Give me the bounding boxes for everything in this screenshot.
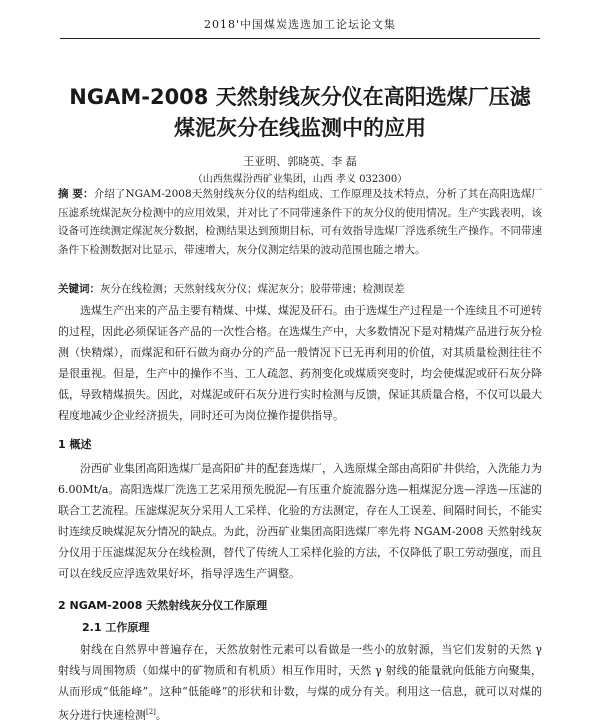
intro-paragraph: 选煤生产出来的产品主要有精煤、中煤、煤泥及矸石。由于选煤生产过程是一个连续且不可逆转的过程，因此必须保证各产品的一次性合格。在选煤生产中，大多数情况下是对精煤产品进行灰分检测（快精煤），而煤泥和矸石做为商办分的产品一般情况下已无再利用的价值，对其质量检测往往不是很重视。但是，生产中的操作不当、工人疏忽、药剂变化或煤质突变时，均会使煤泥或矸石灰分降低，导致精煤损失。因此，对煤泥或矸石灰分进行实时检测与反馈，保证其质量合格，不仅可以最大程度地减少企业经济损失，同时还可为岗位操作提供指导。 [58, 304, 542, 422]
title-line-1: NGAM-2008 天然射线灰分仪在高阳选煤厂压滤 [69, 85, 531, 109]
section-2-1-text: 射线在自然界中普遍存在，天然放射性元素可以看做是一些小的放射源，当它们发射的天然 γ 射线与周围物质（如煤中的矿物质和有机质）相互作用时，天然 γ 射线的能量就向低能方向聚集，从而形成“低能峰”。这种“低能峰”的形状和计数，与煤的成分有关。利用这一信息，就可以对煤的灰分进行快速检测 [58, 643, 542, 722]
authors: 王亚明、郭晓英、李 磊 [243, 155, 357, 168]
keywords-text: 灰分在线检测；天然射线灰分仪；煤泥灰分；胶带带速；检测误差 [100, 283, 405, 295]
paper-title [40, 82, 560, 144]
abstract-label: 摘 要： [58, 188, 94, 200]
abstract-text: 介绍了NGAM-2008天然射线灰分仪的结构组成、工作原理及技术特点，分析了其在高阳选煤厂压滤系统煤泥灰分检测中的应用效果，并对比了不同带速条件下的灰分仪的使用情况。生产实践表明，该设备可连续测定煤泥灰分数据，检测结果达到预期目标，可有效指导选煤厂浮选系统生产操作。不同带速条件下检测数据对比显示，带速增大，灰分仪测定结果的波动范围也随之增大。 [58, 188, 542, 256]
section-1-paragraph: 汾西矿业集团高阳选煤厂是高阳矿井的配套选煤厂，入选原煤全部由高阳矿井供给，入洗能力为 6.00Mt/a。高阳选煤厂洗选工艺采用预先脱泥—有压重介旋流器分选—粗煤泥分选—浮选—压滤的联合工艺流程。压滤煤泥灰分采用人工采样、化验的方法测定，存在人工误差、间隔时间长，不能实时连续反映煤泥灰分情况的缺点。为此，汾西矿业集团高阳选煤厂率先将 NGAM-2008 天然射线灰分仪用于压滤煤泥灰分在线检测，替代了传统人工采样化验的方法，不仅降低了职工劳动强度，而且可以在线反应浮选效果好坏，指导浮选生产调整。 [58, 462, 542, 580]
subsection-2-1-heading: 2.1 工作原理 [82, 621, 150, 634]
section-2-1-end: 。 [155, 708, 167, 722]
section-2-1-paragraph [58, 639, 542, 726]
section-2-heading: 2 NGAM-2008 天然射线灰分仪工作原理 [58, 599, 268, 612]
citation-ref: [2] [146, 708, 156, 716]
keywords [58, 280, 542, 298]
title-line-2: 煤泥灰分在线监测中的应用 [174, 116, 426, 140]
abstract [58, 185, 542, 259]
running-header: 2018'中国煤炭选选加工论坛论文集 [60, 16, 540, 39]
section-1-heading: 1 概述 [58, 438, 92, 451]
affiliation: （山西焦煤汾西矿业集团，山西 孝义 032300） [192, 174, 408, 185]
keywords-label: 关键词： [58, 283, 100, 295]
